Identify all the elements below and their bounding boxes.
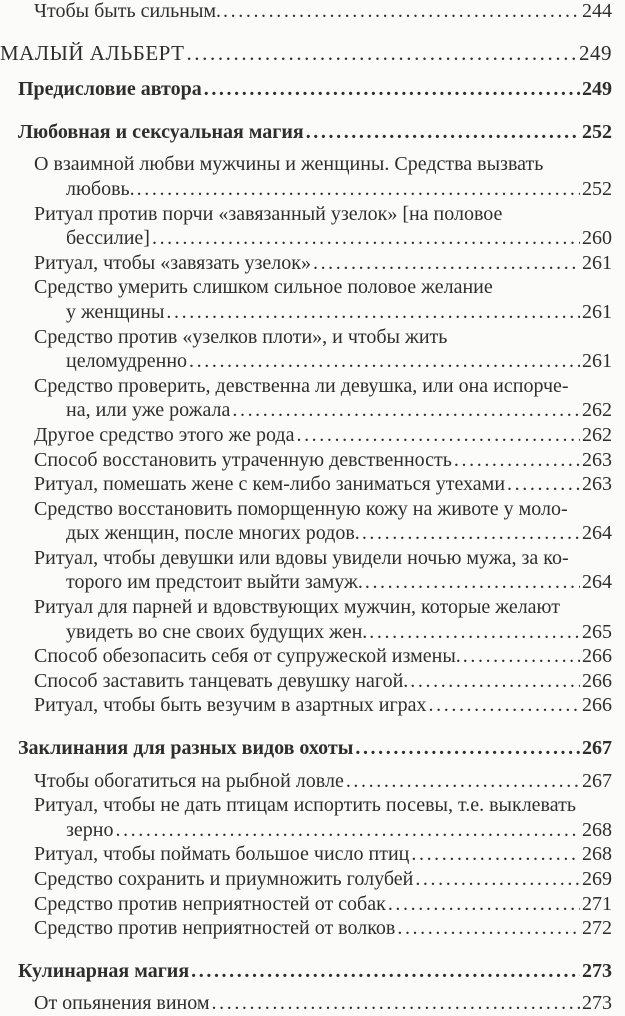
toc-page-number: 271	[582, 892, 612, 915]
dot-leader	[429, 693, 580, 718]
toc-entry-title: Другое средство этого же рода	[34, 423, 295, 446]
toc-entry-title: Ритуал, чтобы девушки или вдовы увидели ночью мужа, за ко-	[34, 546, 569, 569]
toc-entry-title: целомудренно	[66, 350, 188, 373]
toc-entry[interactable]	[0, 595, 625, 644]
toc-entry-title: у женщины	[66, 300, 165, 323]
toc-entry[interactable]	[0, 472, 625, 497]
toc-chapter-heading[interactable]	[0, 120, 625, 145]
toc-page-number: 262	[582, 399, 612, 422]
toc-entry-title: Способ заставить танцевать девушку нагой.	[34, 669, 409, 692]
toc-entry-title: Заклинания для разных видов охоты	[18, 737, 354, 760]
toc-entry-title: Ритуал для парней и вдовствующих мужчин, которые желают	[34, 596, 560, 619]
toc-entry-title: Ритуал, чтобы не дать птицам испортить посевы, т.е. выклевать	[34, 794, 576, 817]
toc-page-number: 244	[582, 0, 612, 22]
dot-leader	[388, 892, 580, 917]
dot-leader	[313, 251, 580, 276]
toc-page-number: 261	[582, 350, 612, 373]
toc-entry[interactable]	[0, 669, 625, 694]
dot-leader	[306, 120, 580, 145]
dot-leader	[212, 991, 580, 1016]
toc-entry[interactable]	[0, 769, 625, 794]
dot-leader	[189, 349, 580, 374]
toc-entry[interactable]	[0, 892, 625, 917]
toc-entry-title: Способ обезопасить себя от супружеской измены.	[34, 645, 461, 668]
dot-leader	[223, 0, 580, 24]
toc-entry-title: Средство против неприятностей от волков	[34, 917, 396, 940]
toc-page-number: 269	[582, 868, 612, 890]
toc-page-number: 267	[582, 737, 612, 760]
dot-leader	[232, 398, 580, 423]
toc-page-number: 266	[582, 645, 612, 668]
dot-leader	[507, 472, 580, 497]
dot-leader	[369, 620, 580, 645]
toc-entry[interactable]	[0, 644, 625, 669]
dot-leader	[115, 818, 580, 843]
toc-entry-title: Чтобы обогатиться на рыбной ловле	[34, 769, 344, 792]
dot-leader	[365, 570, 580, 595]
toc-entry[interactable]	[0, 916, 625, 941]
dot-leader	[152, 226, 580, 251]
toc-entry[interactable]	[0, 0, 625, 24]
toc-entry-title: Ритуал, чтобы быть везучим в азартных играх	[34, 694, 427, 717]
dot-leader	[346, 769, 580, 794]
toc-chapter-heading[interactable]	[0, 959, 625, 984]
toc-entry[interactable]	[0, 867, 625, 892]
toc-entry[interactable]	[0, 423, 625, 448]
toc-entry-title: От опьянения вином	[34, 992, 210, 1015]
toc-entry[interactable]	[0, 842, 625, 867]
toc-entry-title: Средство проверить, девственна ли девушка, или она испорче-	[34, 374, 569, 397]
dot-leader	[355, 736, 580, 761]
dot-leader	[415, 867, 580, 892]
toc-page-number: 265	[582, 620, 612, 643]
toc-page-number: 260	[582, 227, 612, 250]
dot-leader	[410, 669, 580, 694]
toc-page-number: 272	[582, 917, 612, 940]
toc-entry-title: Чтобы быть сильным.	[34, 0, 222, 22]
toc-page-number: 261	[582, 300, 612, 323]
toc-entry[interactable]	[0, 991, 625, 1016]
toc-entry[interactable]	[0, 152, 625, 201]
toc-entry-title: Средство восстановить поморщенную кожу на животе у моло-	[34, 497, 568, 520]
toc-page-number: 252	[582, 120, 612, 143]
toc-page-number: 262	[582, 423, 612, 446]
toc-entry-title: Средство умерить слишком сильное половое желание	[34, 276, 493, 299]
toc-entry-title: Ритуал, чтобы поймать большое число птиц	[34, 843, 410, 866]
toc-entry-title: зерно	[66, 818, 114, 841]
toc-chapter-heading[interactable]	[0, 77, 625, 102]
toc-entry-title: Ритуал, чтобы «завязать узелок»	[34, 251, 311, 274]
toc-entry-title: Ритуал против порчи «завязанный узелок» [на половое	[34, 202, 503, 225]
toc-entry[interactable]	[0, 374, 625, 423]
toc-entry-title: Средство против неприятностей от собак	[34, 892, 386, 915]
toc-entry-title: Кулинарная магия	[18, 959, 190, 982]
dot-leader	[204, 77, 580, 102]
toc-entry[interactable]	[0, 275, 625, 324]
toc-entry-title: О взаимной любви мужчины и женщины. Средства вызвать	[34, 153, 544, 176]
toc-page-number: 263	[582, 473, 612, 496]
toc-entry[interactable]	[0, 202, 625, 251]
toc-page-number: 268	[582, 843, 612, 866]
dot-leader	[411, 842, 580, 867]
dot-leader	[397, 916, 580, 941]
toc-chapter-heading[interactable]	[0, 736, 625, 761]
toc-section-heading[interactable]	[0, 41, 625, 66]
toc-page-number: 263	[582, 448, 612, 471]
dot-leader	[296, 423, 580, 448]
toc-page-number: 264	[582, 522, 612, 545]
toc-entry-title: увидеть во сне своих будущих жен.	[66, 620, 368, 643]
toc-entry[interactable]	[0, 251, 625, 276]
toc-page-number: 249	[579, 40, 612, 65]
toc-page-number: 273	[582, 992, 612, 1015]
toc-entry-title: МАЛЫЙ АЛЬБЕРТ	[0, 40, 185, 65]
dot-leader	[362, 521, 580, 546]
toc-page-number: 252	[582, 177, 612, 200]
toc-entry[interactable]	[0, 546, 625, 595]
toc-page-number: 266	[582, 669, 612, 692]
toc-entry-title: торого им предстоит выйти замуж.	[66, 571, 363, 594]
toc-entry-title: Средство сохранить и приумножить голубей	[34, 868, 414, 890]
dot-leader	[463, 644, 580, 669]
toc-entry-title: на, или уже рожала	[66, 399, 231, 422]
toc-entry-title: Средство против «узелков плоти», и чтобы жить	[34, 325, 448, 348]
toc-page-number: 266	[582, 694, 612, 717]
toc-entry-title: Способ восстановить утраченную девственность	[34, 448, 452, 471]
toc-entry-title: Ритуал, помешать жене с кем-либо заниматься утехами	[34, 473, 506, 496]
dot-leader	[454, 448, 580, 473]
toc-page-number: 267	[582, 769, 612, 792]
toc-entry[interactable]	[0, 793, 625, 842]
toc-page-number: 249	[582, 78, 612, 101]
toc-page-number: 273	[582, 959, 612, 982]
toc-entry[interactable]	[0, 693, 625, 718]
toc-entry[interactable]	[0, 325, 625, 374]
toc-page-number: 264	[582, 571, 612, 594]
dot-leader	[186, 41, 577, 66]
toc-entry-title: любовь.	[66, 177, 135, 200]
toc-page-number: 268	[582, 818, 612, 841]
dot-leader	[137, 177, 580, 202]
dot-leader	[166, 300, 580, 325]
toc-entry-title: Предисловие автора	[18, 78, 202, 101]
toc-entry[interactable]	[0, 497, 625, 546]
toc-entry-title: дых женщин, после многих родов.	[66, 522, 360, 545]
toc-entry[interactable]	[0, 448, 625, 473]
toc-entry-title: Любовная и сексуальная магия	[18, 120, 304, 143]
dot-leader	[191, 959, 580, 984]
toc-entry-title: бессилие]	[66, 227, 150, 250]
toc-page-number: 261	[582, 251, 612, 274]
